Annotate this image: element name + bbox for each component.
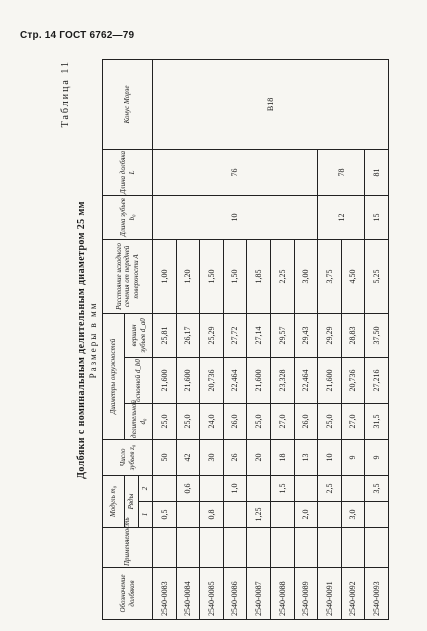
cell-module-row2: 1,0: [223, 475, 247, 501]
header-teeth: Число зубьев z₀: [103, 439, 153, 475]
cell-teeth: 42: [176, 439, 200, 475]
cell-applicability: [270, 528, 294, 568]
cell-d-base: 20,736: [200, 357, 224, 403]
cell-designation: 2540-0088: [270, 568, 294, 620]
cell-applicability: [318, 528, 342, 568]
cell-applicability: [200, 528, 224, 568]
cell-d-tip: 25,29: [200, 313, 224, 357]
cell-applicability: [176, 528, 200, 568]
cell-d-base: 21,600: [176, 357, 200, 403]
cell-d-base: 21,600: [247, 357, 271, 403]
cell-d-base: 21,600: [318, 357, 342, 403]
table-title: Долбяки с номинальным делительным диаметром 25 мм: [76, 201, 87, 479]
cell-designation: 2540-0091: [318, 568, 342, 620]
cell-d-tip: 29,29: [318, 313, 342, 357]
cell-d-tip: 28,83: [341, 313, 365, 357]
cell-module-row1: 1,25: [247, 502, 271, 528]
cell-module-row1: [223, 502, 247, 528]
cell-distance: 5,25: [365, 239, 389, 313]
cell-d-pitch: 25,0: [247, 403, 271, 439]
rotated-table-block: [60, 60, 400, 620]
cell-module-row1: 3,0: [341, 502, 365, 528]
header-d-base: основной d_b0: [125, 357, 153, 403]
cell-designation: 2540-0087: [247, 568, 271, 620]
cell-module-row1: [176, 502, 200, 528]
cell-d-tip: 37,50: [365, 313, 389, 357]
header-distance: Расстояние исходного сечения от передней поверхности A: [103, 239, 153, 313]
page-header: Стр. 14 ГОСТ 6762—79: [20, 30, 135, 41]
table-subtitle: Размеры в мм: [88, 301, 98, 379]
cell-teeth: 13: [294, 439, 318, 475]
cell-d-pitch: 25,0: [153, 403, 177, 439]
cell-distance: 2,25: [270, 239, 294, 313]
header-d-tip: вершин зубьев d_a0: [125, 313, 153, 357]
header-designation: Обозначение долбяков: [103, 568, 153, 620]
cell-designation: 2540-0093: [365, 568, 389, 620]
cell-d-base: 23,328: [270, 357, 294, 403]
cell-module-row2: [247, 475, 271, 501]
cell-designation: 2540-0084: [176, 568, 200, 620]
cell-d-base: 20,736: [341, 357, 365, 403]
cell-module-row2: 2,5: [318, 475, 342, 501]
cell-d-pitch: 26,0: [223, 403, 247, 439]
cell-module-row1: 0,8: [200, 502, 224, 528]
cell-applicability: [223, 528, 247, 568]
cell-distance: 1,00: [153, 239, 177, 313]
cell-applicability: [153, 528, 177, 568]
cell-d-tip: 27,72: [223, 313, 247, 357]
cell-designation: 2540-0085: [200, 568, 224, 620]
cell-cutter-length: 76: [153, 149, 318, 195]
cell-module-row2: 0,6: [176, 475, 200, 501]
header-module: Модуль m₀: [103, 475, 125, 527]
header-cutter-length: Длина долбяка L: [103, 149, 153, 195]
header-rows: Ряды: [125, 475, 139, 527]
cell-distance: 3,75: [318, 239, 342, 313]
cell-teeth: 9: [365, 439, 389, 475]
cell-module-row2: [200, 475, 224, 501]
cell-cutter-length: 78: [318, 149, 365, 195]
cell-teeth: 50: [153, 439, 177, 475]
cell-teeth: 9: [341, 439, 365, 475]
cell-module-row1: 2,0: [294, 502, 318, 528]
cell-d-pitch: 26,0: [294, 403, 318, 439]
cell-distance: 1,50: [200, 239, 224, 313]
cell-tooth-length: 15: [365, 195, 389, 239]
cell-teeth: 26: [223, 439, 247, 475]
cutters-table: [102, 59, 389, 620]
cell-cutter-length: 81: [365, 149, 389, 195]
cell-module-row2: 3,5: [365, 475, 389, 501]
cell-distance: 3,00: [294, 239, 318, 313]
cell-designation: 2540-0086: [223, 568, 247, 620]
cell-teeth: 20: [247, 439, 271, 475]
header-row1: 1: [139, 502, 153, 528]
cell-d-base: 22,464: [294, 357, 318, 403]
cell-d-pitch: 25,0: [176, 403, 200, 439]
cell-teeth: 30: [200, 439, 224, 475]
cell-d-tip: 26,17: [176, 313, 200, 357]
cell-designation: 2540-0089: [294, 568, 318, 620]
cell-module-row1: 0,5: [153, 502, 177, 528]
cell-applicability: [247, 528, 271, 568]
cell-distance: 4,50: [341, 239, 365, 313]
cell-d-base: 27,216: [365, 357, 389, 403]
cell-d-base: 22,464: [223, 357, 247, 403]
cell-module-row2: [153, 475, 177, 501]
table-label: Таблица 11: [60, 60, 71, 128]
header-tooth-length: Длина зубьев b₀: [103, 195, 153, 239]
cell-d-tip: 29,43: [294, 313, 318, 357]
cell-distance: 1,50: [223, 239, 247, 313]
cell-teeth: 18: [270, 439, 294, 475]
cell-module-row2: [341, 475, 365, 501]
cell-distance: 1,20: [176, 239, 200, 313]
header-morse: Конус Морзе: [103, 59, 153, 149]
cell-module-row2: [294, 475, 318, 501]
cell-designation: 2540-0083: [153, 568, 177, 620]
cell-designation: 2540-0092: [341, 568, 365, 620]
cell-tooth-length: 10: [153, 195, 318, 239]
cell-distance: 1,85: [247, 239, 271, 313]
cell-applicability: [341, 528, 365, 568]
table-row: [153, 59, 177, 619]
header-applicability: Применяемость: [103, 528, 153, 568]
cell-d-pitch: 27,0: [270, 403, 294, 439]
cell-morse: B18: [153, 59, 389, 149]
cell-module-row2: 1,5: [270, 475, 294, 501]
cell-d-pitch: 25,0: [318, 403, 342, 439]
cell-d-tip: 27,14: [247, 313, 271, 357]
cell-d-pitch: 31,5: [365, 403, 389, 439]
cell-applicability: [294, 528, 318, 568]
cell-d-pitch: 27,0: [341, 403, 365, 439]
cell-d-tip: 25,81: [153, 313, 177, 357]
cell-d-base: 21,600: [153, 357, 177, 403]
cell-applicability: [365, 528, 389, 568]
cell-d-pitch: 24,0: [200, 403, 224, 439]
cell-module-row1: [318, 502, 342, 528]
header-d-pitch: делительной d₀: [125, 403, 153, 439]
header-row2: 2: [139, 475, 153, 501]
cell-tooth-length: 12: [318, 195, 365, 239]
header-diameters: Диаметры окружностей: [103, 313, 125, 439]
cell-d-tip: 29,57: [270, 313, 294, 357]
cell-module-row1: [270, 502, 294, 528]
cell-module-row1: [365, 502, 389, 528]
cell-teeth: 10: [318, 439, 342, 475]
